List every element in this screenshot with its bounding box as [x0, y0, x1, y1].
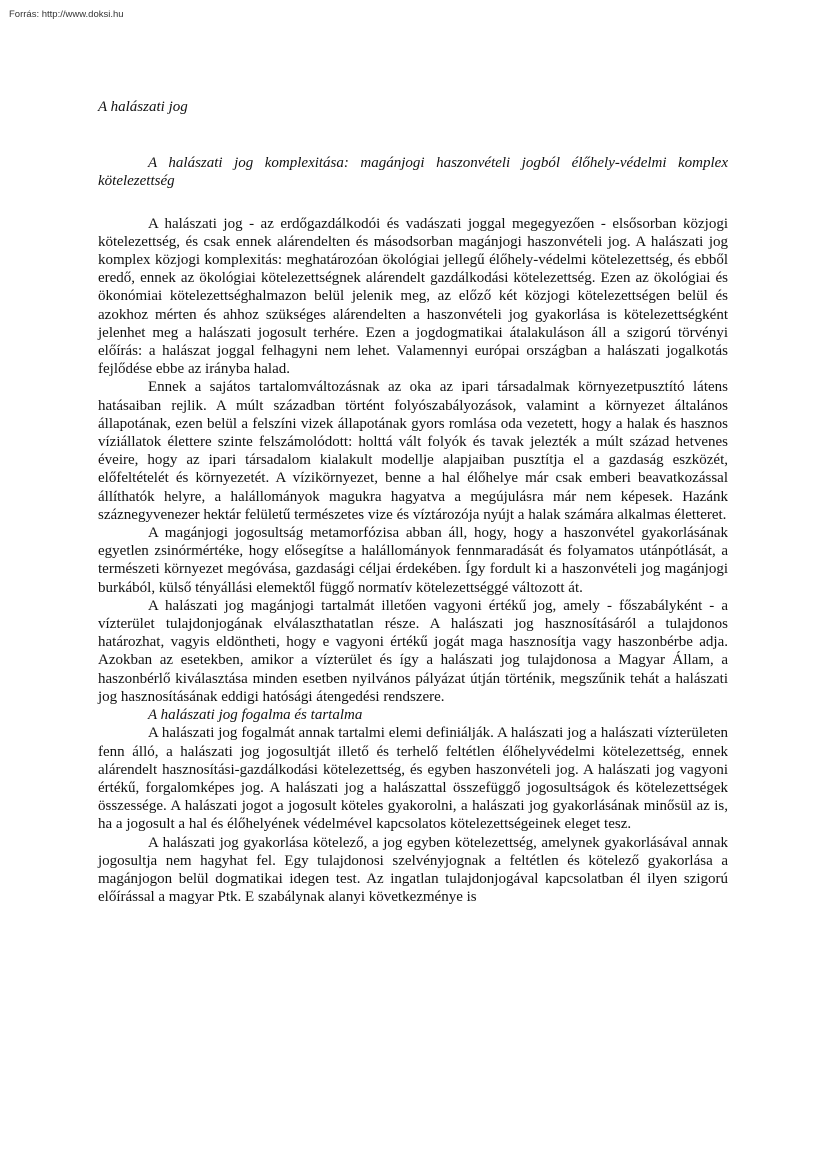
- body-paragraph: Ennek a sajátos tartalomváltozásnak az oka az ipari társadalmak környezetpusztító látens hatásaiban rejlik. A múlt században történt folyószabályozások, valamint a környezet általános állapotának, ezen belül a felszíni vizek állapotának gyors romlása oda vezetett, hogy a halak és hasznos víziállatok élettere szinte felszámolódott: holttá vált folyók és tavak jelezték a múlt század hetvenes éveire, hogy az ipari társadalom kialakult modellje alapjaiban pusztítja el a gazdaság eszközét, előfeltételét és környezetét. A vízikörnyezet, benne a hal élőhelye már csak emberi beavatkozással állíthatók helyre, a halállományok magukra hagyatva a megújulásra már nem képesek. Hazánk száznegyvenezer hektár felületű természetes vize és víztározója nyújt a halak számára alkalmas életteret.: [98, 379, 728, 523]
- body-paragraph: A halászati jog magánjogi tartalmát illetően vagyoni értékű jog, amely - főszabályként - a vízterület tulajdonjogának elválaszthatatlan része. A halászati jog hasznosításáról a tulajdonos határozhat, vagyis eldöntheti, hogy e vagyoni értékű jogát maga hasznosítja vagy haszonbérbe adja. Azokban az esetekben, amikor a vízterület és így a halászati jog tulajdonosa a Magyar Állam, a haszonbérlő kiválasztása minden esetben nyilvános pályázat útján történik, megszűnik tehát a halászati jog hasznosításának eddigi hatósági átengedési rendszere.: [98, 597, 728, 705]
- section-paragraph: A halászati jog gyakorlása kötelező, a jog egyben kötelezettség, amelynek gyakorlásával annak jogosultja nem hagyhat fel. Egy tulajdonosi szelvényjognak a feltétlen és kötelező gyakorlása a magánjogon belül dogmatikai idegen test. Az ingatlan tulajdonjogával kapcsolatban él ilyen szigorú előírással a magyar Ptk. E szabálynak alanyi következménye is: [98, 834, 728, 906]
- section-heading: A halászati jog fogalma és tartalma: [148, 707, 363, 724]
- document-title: A halászati jog: [98, 99, 188, 115]
- section-paragraph: A halászati jog fogalmát annak tartalmi elemi definiálják. A halászati jog a halászati vízterületen fenn álló, a halászati jog jogosultját illető és terhelő feltétlen élőhelyvédelmi kötelezettség, ennek alárendelt hasznosítási-gazdálkodási kötelezettség, és egyben haszonvételi jog. A halászati jog vagyoni értékű, forgalomképes jog. A halászati jog a halászattal összefüggő jogosultságok és kötelezettségek összessége. A halászati jogot a jogosult köteles gyakorolni, a halászati jog gyakorlásának minősül az is, ha a jogosult a hal és élőhelyének védelmével kapcsolatos kötelezettségeinek eleget tesz.: [98, 725, 728, 833]
- body-paragraph: A magánjogi jogosultság metamorfózisa abban áll, hogy, hogy a haszonvétel gyakorlásának egyetlen zsinórmértéke, hogy elősegítse a halállományok fennmaradását és folyamatos utánpótlását, a természeti környezet megóvása, gazdasági céljai érdekében. Így fordult ki a haszonvételi jog magánjogi burkából, külső tényállási elemektől függő normatív kötelezettséggé változott át.: [98, 525, 728, 596]
- document-body: [98, 215, 728, 907]
- body-paragraph: A halászati jog - az erdőgazdálkodói és vadászati joggal megegyezően - elsősorban közjogi kötelezettség, és csak ennek alárendelten és másodsorban magánjogi haszonvételi jog. A halászati jog komplex közjogi komplexitás: meghatározóan ökológiai jellegű élőhely-védelmi kötelezettség, és ebből eredő, ennek az ökológiai kötelezettségnek alárendelt gazdálkodási kötelezettség. Ezen az ökológiai és ökonómiai kötelezettséghalmazon belül jelenik meg, az előző két közjogi kötelezettségen belül és azokhoz mérten és ahhoz szükséges alárendelten a haszonvételi jog gyakorlása is kötelezettségként jelenhet meg a halászati jogosult terhére. Ezen a jogdogmatikai átalakuláson áll a szigorú törvényi előírás: a halászat joggal felhagyni nem lehet. Valamennyi európai országban a halászati jogalkotás fejlődése ebbe az irányba halad.: [98, 215, 728, 378]
- document-subtitle: A halászati jog komplexitása: magánjogi haszonvételi jogból élőhely-védelmi komplex kötelezettség: [98, 155, 728, 190]
- document-page: [98, 98, 728, 906]
- source-line: Forrás: http://www.doksi.hu: [9, 9, 124, 20]
